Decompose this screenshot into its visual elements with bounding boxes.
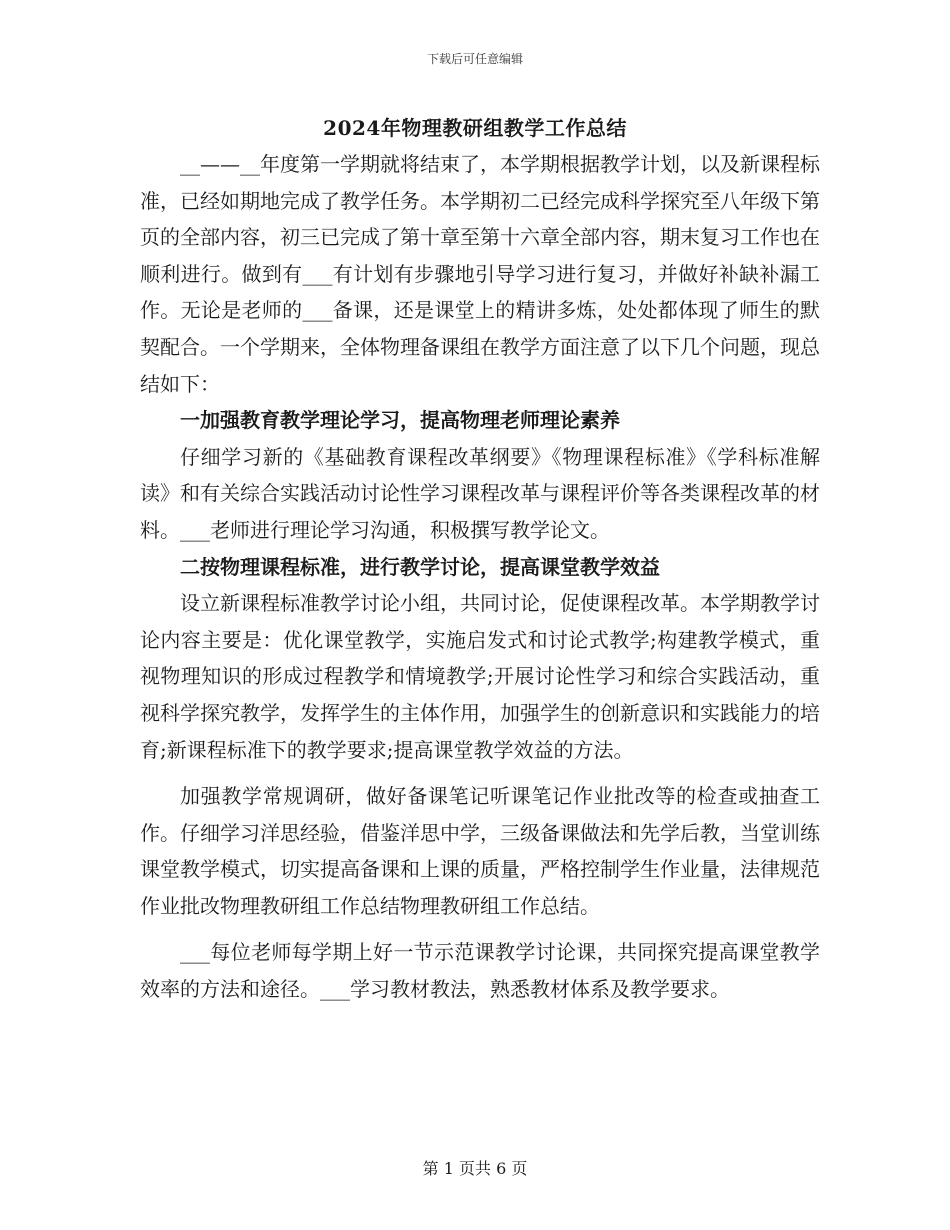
page-title: 2024年物理教研组教学工作总结 xyxy=(323,116,627,140)
paragraph-intro: __——__年度第一学期就将结束了，本学期根据教学计划，以及新课程标准，已经如期地完成了教学任务。本学期初二已经完成科学探究至八年级下第页的全部内容，初三已完成了第十章至第十六章全部内容，期末复习工作也在顺利进行。做到有___有计划有步骤地引导学习进行复习，并做好补缺补漏工作。无论是老师的___备课，还是课堂上的精讲多炼，处处都体现了师生的默契配合。一个学期来，全体物理备课组在教学方面注意了以下几个问题，现总结如下： xyxy=(140,152,820,396)
paragraph-teaching-research: 设立新课程标准教学讨论小组，共同讨论，促使课程改革。本学期教学讨论内容主要是：优化课堂教学，实施启发式和讨论式教学;构建教学模式，重视物理知识的形成过程教学和情境教学;开展讨论性学习和综合实践活动，重视科学探究教学，发挥学生的主体作用，加强学生的创新意识和实践能力的培育;新课程标准下的教学要求;提高课堂教学效益的方法。 xyxy=(140,591,820,762)
paragraph-demo-lessons: ___每位老师每学期上好一节示范课教学讨论课，共同探究提高课堂教学效率的方法和途径。___学习教材教法，熟悉教材体系及教学要求。 xyxy=(140,940,820,1002)
page-footer: 第 1 页共 6 页 xyxy=(422,1159,528,1178)
paragraph-theory-study: 仔细学习新的《基础教育课程改革纲要》《物理课程标准》《学科标准解读》和有关综合实践活动讨论性学习课程改革与课程评价等各类课程改革的材料。___老师进行理论学习沟通，积极撰写教学论文。 xyxy=(140,444,820,542)
header-note: 下载后可任意编辑 xyxy=(426,52,523,66)
paragraph-routine-inspection: 加强教学常规调研，做好备课笔记听课笔记作业批改等的检查或抽查工作。仔细学习洋思经验，借鉴洋思中学，三级备课做法和先学后教，当堂训练课堂教学模式，切实提高备课和上课的质量，严格控制学生作业量，法律规范作业批改物理教研组工作总结物理教研组工作总结。 xyxy=(140,784,820,918)
section-heading-2: 二按物理课程标准，进行教学讨论，提高课堂教学效益 xyxy=(180,554,660,579)
section-heading-1: 一加强教育教学理论学习，提高物理老师理论素养 xyxy=(180,408,620,433)
document-body xyxy=(140,146,820,1008)
